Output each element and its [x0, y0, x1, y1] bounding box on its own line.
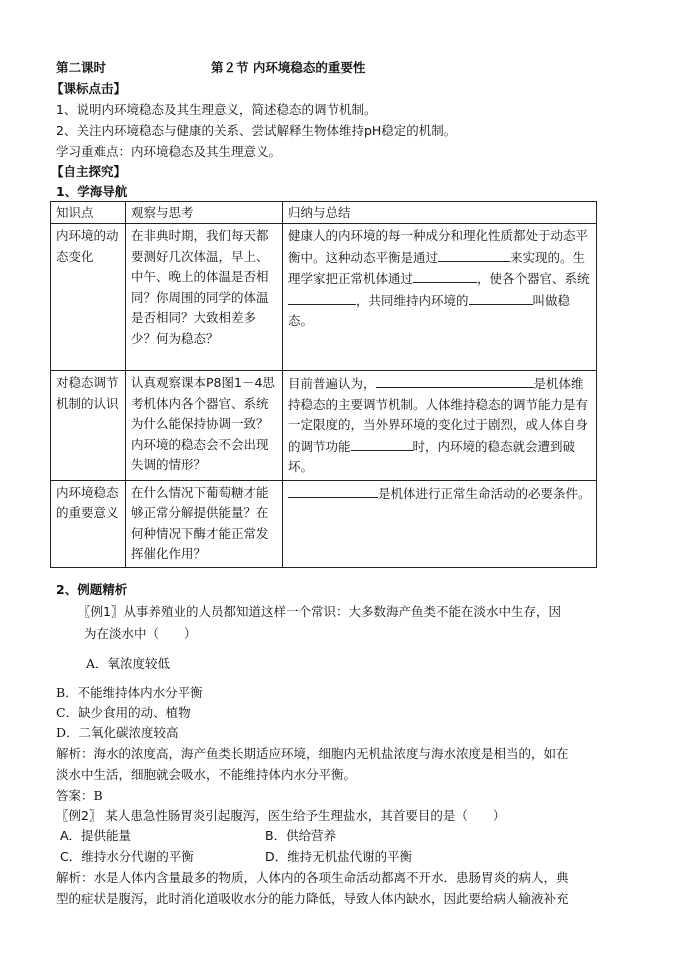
- focus-line: 学习重难点：内环境稳态及其生理意义。: [56, 144, 282, 159]
- example1-option: D．二氧化碳浓度较高: [56, 725, 179, 740]
- topic-cell: 对稳态调节机制的认识: [51, 371, 126, 481]
- fill-blank[interactable]: [351, 436, 413, 451]
- example2-analysis: 解析：水是人体内含量最多的物质，人体内的各项生命活动都离不开水．患肠胃炎的病人，典: [56, 870, 569, 885]
- header-cell: 观察与思考: [126, 202, 283, 224]
- example1-question: 〖例1〗从事养殖业的人员都知道这样一个常识：大多数海产鱼类不能在淡水中生存，因: [78, 604, 561, 619]
- example2-question: 〖例2〗 某人患急性肠胃炎引起腹泻，医生给予生理盐水，其首要目的是（ ）: [56, 808, 506, 823]
- section-title: 第２节 内环境稳态的重要性: [211, 60, 366, 75]
- summary-text: 是机体进行正常生命活动的必要条件。: [378, 485, 591, 501]
- objectives-heading: 【课标点击】: [51, 81, 127, 96]
- guide-heading: 1、学海导航: [56, 184, 128, 199]
- summary-cell: [283, 224, 597, 371]
- example2-analysis: 型的症状是腹泻，此时消化道吸收水分的能力降低，导致人体内缺水，因此要给病人输液补充: [56, 891, 569, 906]
- summary-cell: [283, 480, 597, 567]
- summary-text: 目前普遍认为，: [288, 376, 376, 391]
- table-header-row: [51, 202, 597, 224]
- example1-analysis: 解析：海水的浓度高，海产鱼类长期适应环境，细胞内无机盐浓度与海水浓度是相当的，如在: [56, 746, 569, 761]
- topic-cell: 内环境稳态的重要意义: [51, 480, 126, 567]
- summary-cell: [283, 371, 597, 481]
- fill-blank[interactable]: [438, 247, 510, 262]
- summary-text: 时，内环境的稳态就会遭到破坏。: [288, 438, 576, 474]
- example2-option: C．维持水分代谢的平衡: [60, 849, 194, 864]
- header-cell: 归纳与总结: [283, 202, 597, 224]
- example2-option: D．维持无机盐代谢的平衡: [265, 849, 413, 864]
- lesson-label: 第二课时: [56, 60, 107, 75]
- summary-text: 是机体维持稳态的主要调节机制。人体维持稳态的调节能力是有一定限度的，当外界环境的变化过于剧烈，或人体自身的调节功能: [288, 376, 589, 454]
- summary-text: 叫做稳态。: [288, 292, 571, 328]
- summary-text: 来实现的。生理学家把正常机体通过: [288, 249, 586, 286]
- observe-cell: 在什么情况下葡萄糖才能够正常分解提供能量？在何种情况下酶才能正常发挥催化作用？: [126, 480, 283, 567]
- fill-blank[interactable]: [288, 290, 356, 305]
- example2-option: B．供给营养: [265, 828, 337, 843]
- summary-text: 健康人的内环境的每一种成分和理化性质都处于动态平衡中。这种动态平衡是通过: [288, 228, 589, 265]
- objective-item: 1、说明内环境稳态及其生理意义，简述稳态的调节机制。: [56, 102, 377, 117]
- table-row: [51, 224, 597, 371]
- fill-blank[interactable]: [288, 483, 378, 498]
- example1-option: A．氧浓度较低: [86, 656, 171, 671]
- table-row: [51, 480, 597, 567]
- fill-blank[interactable]: [469, 290, 533, 305]
- example1-analysis: 淡水中生活，细胞就会吸水，不能维持体内水分平衡。: [56, 767, 357, 782]
- header-cell: 知识点: [51, 202, 126, 224]
- example2-option: A．提供能量: [60, 828, 132, 843]
- fill-blank[interactable]: [376, 373, 534, 388]
- example1-question: 为在淡水中（ ）: [84, 626, 197, 641]
- example1-option: C．缺少食用的动、植物: [56, 705, 191, 720]
- example1-option: B．不能维持体内水分平衡: [56, 685, 203, 700]
- table-row: [51, 371, 597, 481]
- summary-text: ，共同维持内环境的: [356, 292, 469, 308]
- summary-text: ，使各个器官、系统: [477, 271, 590, 286]
- objective-item: 2、关注内环境稳态与健康的关系、尝试解释生物体维持pH稳定的机制。: [56, 123, 457, 138]
- topic-cell: 内环境的动态变化: [51, 224, 126, 371]
- inquiry-heading: 【自主探究】: [51, 164, 127, 179]
- examples-heading: 2、例题精析: [56, 582, 128, 597]
- fill-blank[interactable]: [413, 268, 477, 283]
- observe-cell: 在非典时期，我们每天都要测好几次体温，早上、中午、晚上的体温是否相同？你周围的同学的体温是否相同？大致相差多少？何为稳态？: [126, 224, 283, 371]
- example1-answer: 答案：B: [56, 788, 103, 803]
- guide-table: [50, 201, 597, 568]
- observe-cell: 认真观察课本P8图1－4思考机体内各个器官、系统为什么能保持协调一致？内环境的稳态会不会出现失调的情形？: [126, 371, 283, 481]
